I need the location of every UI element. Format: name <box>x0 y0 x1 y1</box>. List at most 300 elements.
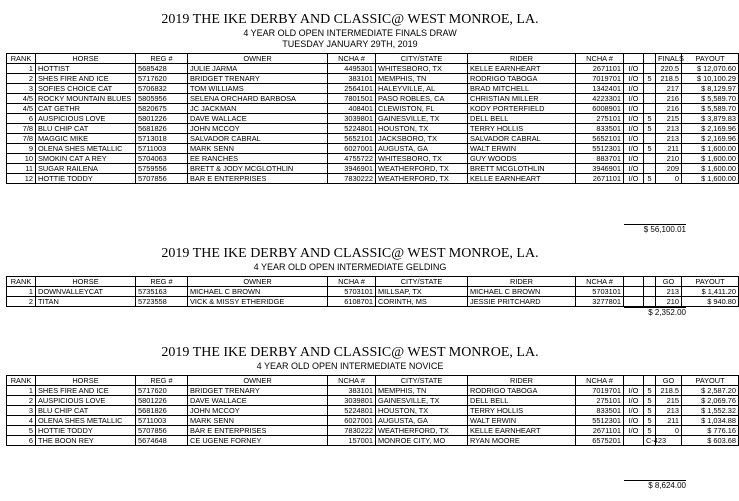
table-cell: HOUSTON, TX <box>376 406 468 416</box>
table-cell: 3039801 <box>328 114 376 124</box>
table-cell: 5707856 <box>136 426 188 436</box>
table-cell: EE RANCHES <box>188 154 328 164</box>
table-cell: 4 <box>7 416 36 426</box>
table-row <box>7 104 739 114</box>
table-cell: 5801226 <box>136 396 188 406</box>
finals-total <box>624 224 686 234</box>
table-cell: MAGGIC MIKE <box>36 134 136 144</box>
table-cell: TERRY HOLLIS <box>468 124 576 134</box>
section-finals-header <box>0 12 700 50</box>
column-header: CITY/STATE <box>376 277 468 287</box>
section-title: 2019 THE IKE DERBY AND CLASSIC@ WEST MONROE, LA. <box>161 345 539 360</box>
table-row <box>7 114 739 124</box>
novice-table <box>6 375 739 446</box>
table-cell: HOTTIST <box>36 64 136 74</box>
column-header: NCHA # <box>576 54 624 64</box>
column-header: GO <box>656 376 682 386</box>
table-cell: 6027001 <box>328 144 376 154</box>
table-cell: I/O <box>624 396 644 406</box>
table-cell: 5 <box>644 396 656 406</box>
table-cell <box>644 154 656 164</box>
table-cell: MICHAEL C BROWN <box>468 287 576 297</box>
column-header <box>624 277 644 287</box>
table-cell: 5 <box>644 124 656 134</box>
column-header: RIDER <box>468 376 576 386</box>
table-cell: RYAN MOORE <box>468 436 576 446</box>
table-cell: 9 <box>7 144 36 154</box>
column-header: REG # <box>136 277 188 287</box>
column-header <box>624 376 644 386</box>
table-cell: BRIDGET TRENARY <box>188 386 328 396</box>
table-cell: 5801226 <box>136 114 188 124</box>
table-cell: I/O <box>624 154 644 164</box>
table-cell: TITAN <box>36 297 136 307</box>
table-cell: 2564101 <box>328 84 376 94</box>
table-cell: 10 <box>7 154 36 164</box>
table-cell: 5703101 <box>328 287 376 297</box>
table-cell: 1 <box>7 64 36 74</box>
table-cell: CLEWISTON, FL <box>376 104 468 114</box>
table-row <box>7 174 739 184</box>
table-cell: C-423 <box>644 436 656 446</box>
column-header <box>644 277 656 287</box>
table-cell: KELLE EARNHEART <box>468 426 576 436</box>
table-cell: JESSIE PRITCHARD <box>468 297 576 307</box>
table-cell: AUGUSTA, GA <box>376 144 468 154</box>
column-header: GO <box>656 277 682 287</box>
table-cell: CAT GETHR <box>36 104 136 114</box>
table-cell: 2 <box>7 396 36 406</box>
table-cell: 275101 <box>576 396 624 406</box>
table-cell: OLENA SHES METALLIC <box>36 416 136 426</box>
table-cell: PASO ROBLES, CA <box>376 94 468 104</box>
table-cell: 216 <box>656 94 682 104</box>
table-cell: RODRIGO TABOGA <box>468 386 576 396</box>
table-cell: 1 <box>7 386 36 396</box>
table-cell: VICK & MISSY ETHERIDGE <box>188 297 328 307</box>
table-cell: 3039801 <box>328 396 376 406</box>
table-cell: 7019701 <box>576 74 624 84</box>
table-cell: SHES FIRE AND ICE <box>36 386 136 396</box>
table-cell: 383101 <box>328 74 376 84</box>
gelding-table <box>6 276 739 307</box>
column-header: RIDER <box>468 54 576 64</box>
table-cell: THE BOON REY <box>36 436 136 446</box>
table-cell: MICHAEL C BROWN <box>188 287 328 297</box>
section-novice-header <box>0 345 700 372</box>
table-cell: HOTTIE TODDY <box>36 426 136 436</box>
table-cell <box>624 287 644 297</box>
table-cell: 3 <box>7 84 36 94</box>
column-header: NCHA # <box>328 54 376 64</box>
table-cell: JACKSBORO, TX <box>376 134 468 144</box>
table-row <box>7 396 739 406</box>
table-cell: 217 <box>656 84 682 94</box>
table-cell: $ 2,169.96 <box>682 134 739 144</box>
table-cell: SUGAR RAILENA <box>36 164 136 174</box>
table-cell: HOUSTON, TX <box>376 124 468 134</box>
table-cell: MARK SENN <box>188 416 328 426</box>
table-row <box>7 144 739 154</box>
table-cell: $ 8,129.97 <box>682 84 739 94</box>
column-header: NCHA # <box>328 277 376 287</box>
table-cell: SHES FIRE AND ICE <box>36 74 136 84</box>
table-row <box>7 287 739 297</box>
column-header <box>644 54 656 64</box>
column-header: OWNER <box>188 376 328 386</box>
table-row <box>7 416 739 426</box>
table-cell: I/O <box>624 164 644 174</box>
finals-total-value: $ 56,100.01 <box>643 225 686 234</box>
table-cell: 5512301 <box>576 416 624 426</box>
table-cell: BRAD MITCHELL <box>468 84 576 94</box>
table-cell: $ 2,587.20 <box>682 386 739 396</box>
column-header: CITY/STATE <box>376 54 468 64</box>
section-gelding-header <box>0 246 700 273</box>
table-cell: 5805956 <box>136 94 188 104</box>
table-row <box>7 406 739 416</box>
table-cell: 218.5 <box>656 74 682 84</box>
table-row <box>7 386 739 396</box>
gelding-total <box>624 307 686 317</box>
table-cell: CORINTH, MS <box>376 297 468 307</box>
table-cell: 5703101 <box>576 287 624 297</box>
table-cell: SALVADOR CABRAL <box>468 134 576 144</box>
column-header: NCHA # <box>576 376 624 386</box>
table-cell: MEMPHIS, TN <box>376 74 468 84</box>
table-cell: 215 <box>656 114 682 124</box>
table-cell: $ 1,552.32 <box>682 406 739 416</box>
table-cell: 5685428 <box>136 64 188 74</box>
table-cell: I/O <box>624 386 644 396</box>
table-cell: 213 <box>656 406 682 416</box>
table-cell: 7830222 <box>328 174 376 184</box>
column-header: FINALS <box>656 54 682 64</box>
section-title: 2019 THE IKE DERBY AND CLASSIC@ WEST MONROE, LA. <box>161 246 539 261</box>
table-cell: CE UGENE FORNEY <box>188 436 328 446</box>
column-header: CITY/STATE <box>376 376 468 386</box>
column-header: RANK <box>7 376 36 386</box>
section-subtitle: 4 YEAR OLD OPEN INTERMEDIATE NOVICE <box>256 361 444 371</box>
table-cell: 5759556 <box>136 164 188 174</box>
section-subtitle: 4 YEAR OLD OPEN INTERMEDIATE GELDING <box>253 262 447 272</box>
table-cell: AUGUSTA, GA <box>376 416 468 426</box>
table-cell: I/O <box>624 84 644 94</box>
table-row <box>7 94 739 104</box>
table-cell: JULIE JARMA <box>188 64 328 74</box>
table-cell: 213 <box>656 287 682 297</box>
table-cell: 157001 <box>328 436 376 446</box>
table-cell: WHITESBORO, TX <box>376 64 468 74</box>
table-cell: 2671101 <box>576 426 624 436</box>
table-cell: 7801501 <box>328 94 376 104</box>
column-header: OWNER <box>188 54 328 64</box>
table-cell: HOTTIE TODDY <box>36 174 136 184</box>
column-header: PAYOUT <box>682 376 739 386</box>
table-cell: 7/8 <box>7 124 36 134</box>
table-cell <box>624 436 644 446</box>
table-cell: 5711003 <box>136 144 188 154</box>
table-cell: SOFIES CHOICE CAT <box>36 84 136 94</box>
table-cell: BRETT & JODY MCGLOTHLIN <box>188 164 328 174</box>
table-cell <box>624 297 644 307</box>
table-row <box>7 134 739 144</box>
table-cell <box>644 94 656 104</box>
table-cell: 2671101 <box>576 174 624 184</box>
table-cell: 213 <box>656 124 682 134</box>
table-cell: CHRISTIAN MILLER <box>468 94 576 104</box>
table-row <box>7 436 739 446</box>
table-cell: 210 <box>656 154 682 164</box>
table-cell: 5652101 <box>328 134 376 144</box>
table-cell: 5674648 <box>136 436 188 446</box>
table-cell: AUSPICIOUS LOVE <box>36 396 136 406</box>
table-cell: I/O <box>624 406 644 416</box>
table-cell: 275101 <box>576 114 624 124</box>
table-cell: BRIDGET TRENARY <box>188 74 328 84</box>
table-cell: 5717620 <box>136 74 188 84</box>
table-cell: MEMPHIS, TN <box>376 386 468 396</box>
column-header: RIDER <box>468 277 576 287</box>
table-cell: 5 <box>644 416 656 426</box>
table-cell: 0 <box>656 174 682 184</box>
table-cell: 2671101 <box>576 64 624 74</box>
table-cell: 6 <box>7 114 36 124</box>
table-cell: 7830222 <box>328 426 376 436</box>
table-cell: I/O <box>624 64 644 74</box>
table-cell: WEATHERFORD, TX <box>376 426 468 436</box>
table-row <box>7 64 739 74</box>
table-cell: JOHN MCCOY <box>188 406 328 416</box>
table-cell: 5 <box>7 426 36 436</box>
table-cell: 5 <box>644 174 656 184</box>
table-row <box>7 124 739 134</box>
table-cell: 6008901 <box>576 104 624 114</box>
table-cell: 6108701 <box>328 297 376 307</box>
table-cell: SALVADOR CABRAL <box>188 134 328 144</box>
table-cell <box>644 287 656 297</box>
table-cell: I/O <box>624 144 644 154</box>
table-cell: 833501 <box>576 124 624 134</box>
table-cell: 5 <box>644 426 656 436</box>
table-cell <box>644 64 656 74</box>
table-row <box>7 426 739 436</box>
table-cell: 5512301 <box>576 144 624 154</box>
table-cell: 7019701 <box>576 386 624 396</box>
table-cell <box>644 104 656 114</box>
table-cell: 209 <box>656 164 682 174</box>
table-cell: I/O <box>624 104 644 114</box>
table-cell: 5652101 <box>576 134 624 144</box>
table-cell: I/O <box>624 124 644 134</box>
table-cell: SELENA ORCHARD BARBOSA <box>188 94 328 104</box>
table-cell: I/O <box>624 174 644 184</box>
table-cell: 2 <box>7 297 36 307</box>
table-cell: 383101 <box>328 386 376 396</box>
table-cell: 1 <box>7 287 36 297</box>
table-cell: GAINESVILLE, TX <box>376 396 468 406</box>
table-cell: 5224801 <box>328 124 376 134</box>
table-cell: 5711003 <box>136 416 188 426</box>
table-cell: DELL BELL <box>468 396 576 406</box>
table-cell: 7/8 <box>7 134 36 144</box>
table-cell: HALEYVILLE, AL <box>376 84 468 94</box>
table-cell: I/O <box>624 416 644 426</box>
table-cell: 3277801 <box>576 297 624 307</box>
column-header <box>624 54 644 64</box>
table-cell: 11 <box>7 164 36 174</box>
table-cell: $ 12,070.60 <box>682 64 739 74</box>
novice-total <box>624 480 686 490</box>
column-header: NCHA # <box>328 376 376 386</box>
table-row <box>7 74 739 84</box>
table-cell: $ 940.80 <box>682 297 739 307</box>
table-cell: DAVE WALLACE <box>188 396 328 406</box>
table-cell: $ 776.16 <box>682 426 739 436</box>
table-cell: 5707856 <box>136 174 188 184</box>
column-header: PAYOUT <box>682 54 739 64</box>
table-cell: 5820675 <box>136 104 188 114</box>
table-cell: 5735163 <box>136 287 188 297</box>
table-cell: 1342401 <box>576 84 624 94</box>
table-cell: $ 603.68 <box>682 436 739 446</box>
table-cell: DAVE WALLACE <box>188 114 328 124</box>
table-cell: MILLSAP, TX <box>376 287 468 297</box>
column-header: RANK <box>7 54 36 64</box>
table-cell: RODRIGO TABOGA <box>468 74 576 84</box>
column-header: RANK <box>7 277 36 287</box>
table-cell: TOM WILLIAMS <box>188 84 328 94</box>
table-cell: 5704063 <box>136 154 188 164</box>
table-cell: BAR E ENTERPRISES <box>188 426 328 436</box>
table-cell: WHITESBORO, TX <box>376 154 468 164</box>
table-cell: 213 <box>656 134 682 144</box>
table-row <box>7 297 739 307</box>
table-cell: GAINESVILLE, TX <box>376 114 468 124</box>
table-cell: BLU CHIP CAT <box>36 124 136 134</box>
column-header: REG # <box>136 54 188 64</box>
table-cell: DELL BELL <box>468 114 576 124</box>
table-cell: TERRY HOLLIS <box>468 406 576 416</box>
column-header: REG # <box>136 376 188 386</box>
table-cell: 215 <box>656 396 682 406</box>
table-cell: 220.5 <box>656 64 682 74</box>
table-cell: 4223301 <box>576 94 624 104</box>
table-cell: KELLE EARNHEART <box>468 64 576 74</box>
table-cell: WEATHERFORD, TX <box>376 164 468 174</box>
table-cell: 218.5 <box>656 386 682 396</box>
column-header <box>644 376 656 386</box>
table-cell: GUY WOODS <box>468 154 576 164</box>
table-cell: 2 <box>7 74 36 84</box>
table-cell: WALT ERWIN <box>468 416 576 426</box>
header-row <box>7 54 739 64</box>
column-header: HORSE <box>36 54 136 64</box>
table-cell: $ 10,100.29 <box>682 74 739 84</box>
table-cell: JC JACKMAN <box>188 104 328 114</box>
gelding-total-value: $ 2,352.00 <box>648 308 686 317</box>
table-row <box>7 84 739 94</box>
table-cell: 216 <box>656 104 682 114</box>
table-cell: DOWNVALLEYCAT <box>36 287 136 297</box>
table-cell: 211 <box>656 144 682 154</box>
table-cell: 883701 <box>576 154 624 164</box>
table-cell: BLU CHIP CAT <box>36 406 136 416</box>
table-cell: MONROE CITY, MO <box>376 436 468 446</box>
table-cell: I/O <box>624 426 644 436</box>
table-cell: $ 5,589.70 <box>682 94 739 104</box>
table-cell: 5 <box>644 406 656 416</box>
table-cell: KELLE EARNHEART <box>468 174 576 184</box>
table-cell <box>644 134 656 144</box>
column-header: HORSE <box>36 376 136 386</box>
table-cell: I/O <box>624 114 644 124</box>
table-cell: BRETT MCGLOTHLIN <box>468 164 576 174</box>
table-cell: I/O <box>624 134 644 144</box>
header-row <box>7 277 739 287</box>
table-cell: 0 <box>656 426 682 436</box>
table-cell: 3946901 <box>328 164 376 174</box>
table-cell: $ 5,589.70 <box>682 104 739 114</box>
table-cell: 4/5 <box>7 104 36 114</box>
table-cell: 3 <box>7 406 36 416</box>
column-header: HORSE <box>36 277 136 287</box>
section-title: 2019 THE IKE DERBY AND CLASSIC@ WEST MONROE, LA. <box>161 12 539 27</box>
table-row <box>7 164 739 174</box>
novice-total-value: $ 8,624.00 <box>648 481 686 490</box>
table-cell: WEATHERFORD, TX <box>376 174 468 184</box>
table-cell: 6027001 <box>328 416 376 426</box>
table-cell: 5 <box>644 114 656 124</box>
table-cell: 5681826 <box>136 406 188 416</box>
table-cell: 833501 <box>576 406 624 416</box>
table-cell: MARK SENN <box>188 144 328 154</box>
section-subtitle: 4 YEAR OLD OPEN INTERMEDIATE FINALS DRAW <box>243 28 457 38</box>
table-cell: 12 <box>7 174 36 184</box>
table-cell: 5 <box>644 144 656 154</box>
table-cell: I/O <box>624 74 644 84</box>
table-cell: JOHN MCCOY <box>188 124 328 134</box>
table-cell: 4/5 <box>7 94 36 104</box>
table-cell: AUSPICIOUS LOVE <box>36 114 136 124</box>
table-cell: ROCKY MOUNTAIN BLUES <box>36 94 136 104</box>
table-cell: KODY PORTERFIELD <box>468 104 576 114</box>
table-row <box>7 154 739 164</box>
table-cell: $ 1,600.00 <box>682 154 739 164</box>
table-cell: BAR E ENTERPRISES <box>188 174 328 184</box>
table-cell: 6575201 <box>576 436 624 446</box>
table-cell: 5723558 <box>136 297 188 307</box>
table-cell: 5681826 <box>136 124 188 134</box>
table-cell: 210 <box>656 297 682 307</box>
table-cell: 5717620 <box>136 386 188 396</box>
column-header: NCHA # <box>576 277 624 287</box>
table-cell: $ 1,600.00 <box>682 164 739 174</box>
table-cell: WALT ERWIN <box>468 144 576 154</box>
table-cell: 4495301 <box>328 64 376 74</box>
header-row <box>7 376 739 386</box>
table-cell: 408401 <box>328 104 376 114</box>
table-cell <box>644 164 656 174</box>
section-date: TUESDAY JANUARY 29TH, 2019 <box>282 39 418 49</box>
table-cell: $ 1,600.00 <box>682 174 739 184</box>
column-header: PAYOUT <box>682 277 739 287</box>
table-cell <box>644 297 656 307</box>
table-cell: $ 1,600.00 <box>682 144 739 154</box>
column-header: OWNER <box>188 277 328 287</box>
table-cell: 4755722 <box>328 154 376 164</box>
table-cell: 6 <box>7 436 36 446</box>
